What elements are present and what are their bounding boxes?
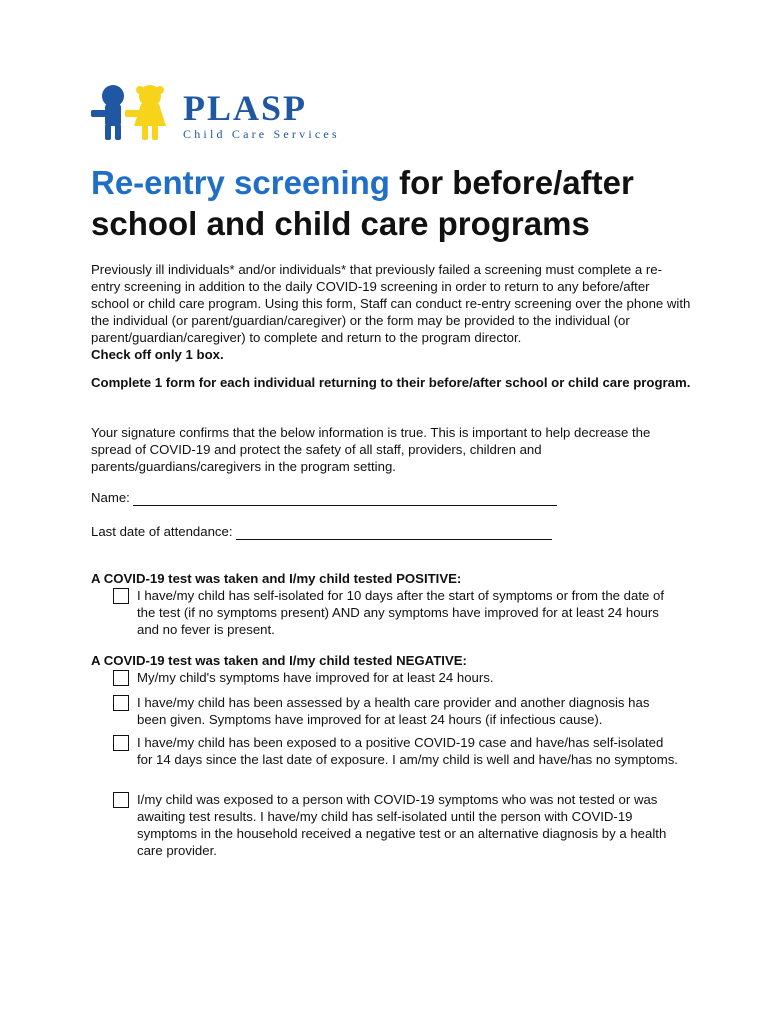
option-text: I/my child was exposed to a person with COVID-19 symptoms who was not tested or was awaiting test results. I have/my child has self-isolated until the person with COVID-19 symptoms in the household received a negative test or an alternative diagnosis by a health care provider. [137, 792, 667, 858]
page-title [91, 162, 731, 244]
option-text: I have/my child has been assessed by a health care provider and another diagnosis has been given. Symptoms have improved for at least 24 hours (if infectious cause). [137, 695, 650, 727]
name-label: Name: [91, 490, 130, 505]
positive-option-1[interactable] [113, 587, 683, 638]
signature-note: Your signature confirms that the below information is true. This is important to help decrease the spread of COVID-19 and protect the safety of all staff, providers, children and parents/guardians/caregivers in the program setting. [91, 425, 651, 474]
last-date-input-line[interactable] [236, 526, 552, 540]
logo-blue-figure [91, 85, 124, 140]
negative-option-2[interactable] [113, 694, 683, 728]
brand-name: PLASP [183, 88, 308, 128]
logo-yellow-figure [125, 85, 166, 140]
intro-text: Previously ill individuals* and/or individuals* that previously failed a screening must complete a re-entry screening in addition to the daily COVID-19 screening in order to return to any before/after school or child care program. Using this form, Staff can conduct re-entry screening over the phone with the individual (or parent/guardian/caregiver) or the form may be provided to the individual (or parent/guardian/caregiver) to complete and return to the program director. [91, 262, 691, 345]
checkbox[interactable] [113, 695, 129, 711]
last-date-field[interactable] [91, 523, 552, 540]
checkbox[interactable] [113, 670, 129, 686]
positive-heading: A COVID-19 test was taken and I/my child tested POSITIVE: [91, 571, 462, 586]
name-field[interactable] [91, 489, 557, 506]
checkbox[interactable] [113, 588, 129, 604]
negative-option-4[interactable] [113, 791, 683, 859]
checkbox[interactable] [113, 735, 129, 751]
option-text: I have/my child has been exposed to a positive COVID-19 case and have/has self-isolated for 14 days since the last date of exposure. I am/my child is well and have/has no symptoms. [137, 735, 678, 767]
negative-option-1[interactable] [113, 669, 683, 686]
last-date-label: Last date of attendance: [91, 524, 233, 539]
title-accent: Re-entry screening [91, 164, 390, 201]
negative-option-3[interactable] [113, 734, 683, 768]
name-input-line[interactable] [133, 492, 557, 506]
brand-tagline: Child Care Services [183, 127, 340, 141]
option-text: I have/my child has self-isolated for 10 days after the start of symptoms or from the date of the test (if no symptoms present) AND any symptoms have improved for at least 24 hours and no fever is present. [137, 588, 665, 637]
title-rest: for before/after school and child care programs [91, 164, 634, 242]
intro-paragraph [91, 261, 691, 363]
check-note: Check off only 1 box. [91, 347, 224, 362]
checkbox[interactable] [113, 792, 129, 808]
complete-note: Complete 1 form for each individual returning to their before/after school or child care program. [91, 375, 691, 390]
negative-heading: A COVID-19 test was taken and I/my child tested NEGATIVE: [91, 653, 467, 668]
option-text: My/my child's symptoms have improved for at least 24 hours. [137, 670, 494, 685]
